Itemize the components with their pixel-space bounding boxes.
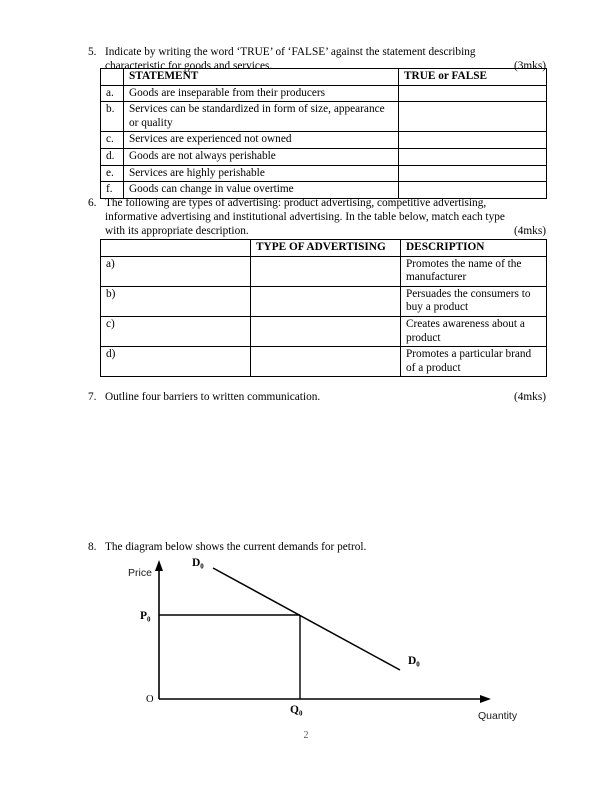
table-row (101, 132, 547, 149)
question-6-line-2: informative advertising and institutional advertising. In the table below, match each type (105, 211, 505, 224)
question-7-text (88, 390, 546, 404)
origin-label: O (146, 694, 154, 705)
q5-row-d-statement: Goods are not always perishable (124, 148, 399, 165)
table-row (101, 85, 547, 102)
question-6 (88, 196, 546, 239)
q5-row-e-answer[interactable] (399, 165, 547, 182)
question-6-line-1: The following are types of advertising: product advertising, competitive advertising, (105, 197, 487, 209)
table-row (101, 102, 547, 132)
price-level-label: P₀ (140, 610, 151, 622)
question-6-line-3: with its appropriate description. (105, 225, 249, 238)
q5-row-f-index: f. (101, 182, 124, 199)
q6-header-description: DESCRIPTION (401, 240, 547, 257)
q5-row-e-index: e. (101, 165, 124, 182)
q6-row-a-index: a) (101, 256, 251, 286)
table-row (101, 316, 547, 346)
question-6-table (100, 239, 547, 377)
question-6-marks: (4mks) (513, 225, 546, 238)
table-row (101, 256, 547, 286)
q5-header-statement: STATEMENT (124, 69, 399, 86)
question-5-number: 5. (88, 46, 97, 58)
demand-curve-end-label: D₀ (408, 655, 420, 667)
table-header-row (101, 69, 547, 86)
q6-row-c-index: c) (101, 316, 251, 346)
q5-row-c-statement: Services are experienced not owned (124, 132, 399, 149)
q5-row-f-statement: Goods can change in value overtime (124, 182, 399, 199)
q6-row-a-type[interactable] (251, 256, 401, 286)
question-8-line-1: The diagram below shows the current demands for petrol. (105, 541, 367, 553)
q5-row-b-statement: Services can be standardized in form of size, appearance or quality (124, 102, 399, 132)
question-5-line-2: characteristic for goods and services. (105, 60, 273, 73)
q5-header-index (101, 69, 124, 86)
table-row (101, 165, 547, 182)
x-axis-label: Quantity (478, 710, 518, 722)
q5-row-b-index: b. (101, 102, 124, 132)
question-5-table (100, 68, 547, 199)
q5-row-a-statement: Goods are inseparable from their producers (124, 85, 399, 102)
q6-row-c-description: Creates awareness about a product (401, 316, 547, 346)
q5-row-c-answer[interactable] (399, 132, 547, 149)
demand-curve-line (213, 568, 400, 670)
x-axis-arrow-icon (480, 695, 491, 703)
q6-row-b-type[interactable] (251, 286, 401, 316)
q5-row-a-answer[interactable] (399, 85, 547, 102)
question-7-line-1: Outline four barriers to written communication. (105, 391, 321, 403)
y-axis-label: Price (128, 567, 152, 579)
q6-header-blank (101, 240, 251, 257)
q5-row-d-answer[interactable] (399, 148, 547, 165)
q5-row-d-index: d. (101, 148, 124, 165)
quantity-level-label: Q₀ (290, 704, 303, 716)
y-axis-arrow-icon (155, 560, 163, 571)
q6-row-b-description: Persuades the consumers to buy a product (401, 286, 547, 316)
question-8-number: 8. (88, 541, 97, 553)
q6-row-a-description: Promotes the name of the manufacturer (401, 256, 547, 286)
table-row (101, 286, 547, 316)
question-5-line-1: Indicate by writing the word ‘TRUE’ of ‘FALSE’ against the statement describing (105, 46, 476, 58)
demand-curve-start-label: D₀ (192, 557, 204, 569)
demand-curve-diagram (120, 552, 540, 727)
q5-row-e-statement: Services are highly perishable (124, 165, 399, 182)
table-row (101, 148, 547, 165)
question-6-text (88, 196, 546, 239)
q6-row-d-index: d) (101, 347, 251, 377)
q5-row-b-answer[interactable] (399, 102, 547, 132)
table-row (101, 347, 547, 377)
q6-header-type: TYPE OF ADVERTISING (251, 240, 401, 257)
question-5-marks: (3mks) (513, 60, 546, 73)
q5-row-c-index: c. (101, 132, 124, 149)
q6-row-d-description: Promotes a particular brand of a product (401, 347, 547, 377)
question-7 (88, 390, 546, 404)
question-7-marks: (4mks) (513, 391, 546, 403)
table-header-row (101, 240, 547, 257)
q6-row-b-index: b) (101, 286, 251, 316)
q5-header-true-false: TRUE or FALSE (399, 69, 547, 86)
q6-row-c-type[interactable] (251, 316, 401, 346)
q6-row-d-type[interactable] (251, 347, 401, 377)
page-number: 2 (303, 730, 309, 741)
question-6-number: 6. (88, 197, 97, 209)
q5-row-a-index: a. (101, 85, 124, 102)
question-7-number: 7. (88, 391, 97, 403)
